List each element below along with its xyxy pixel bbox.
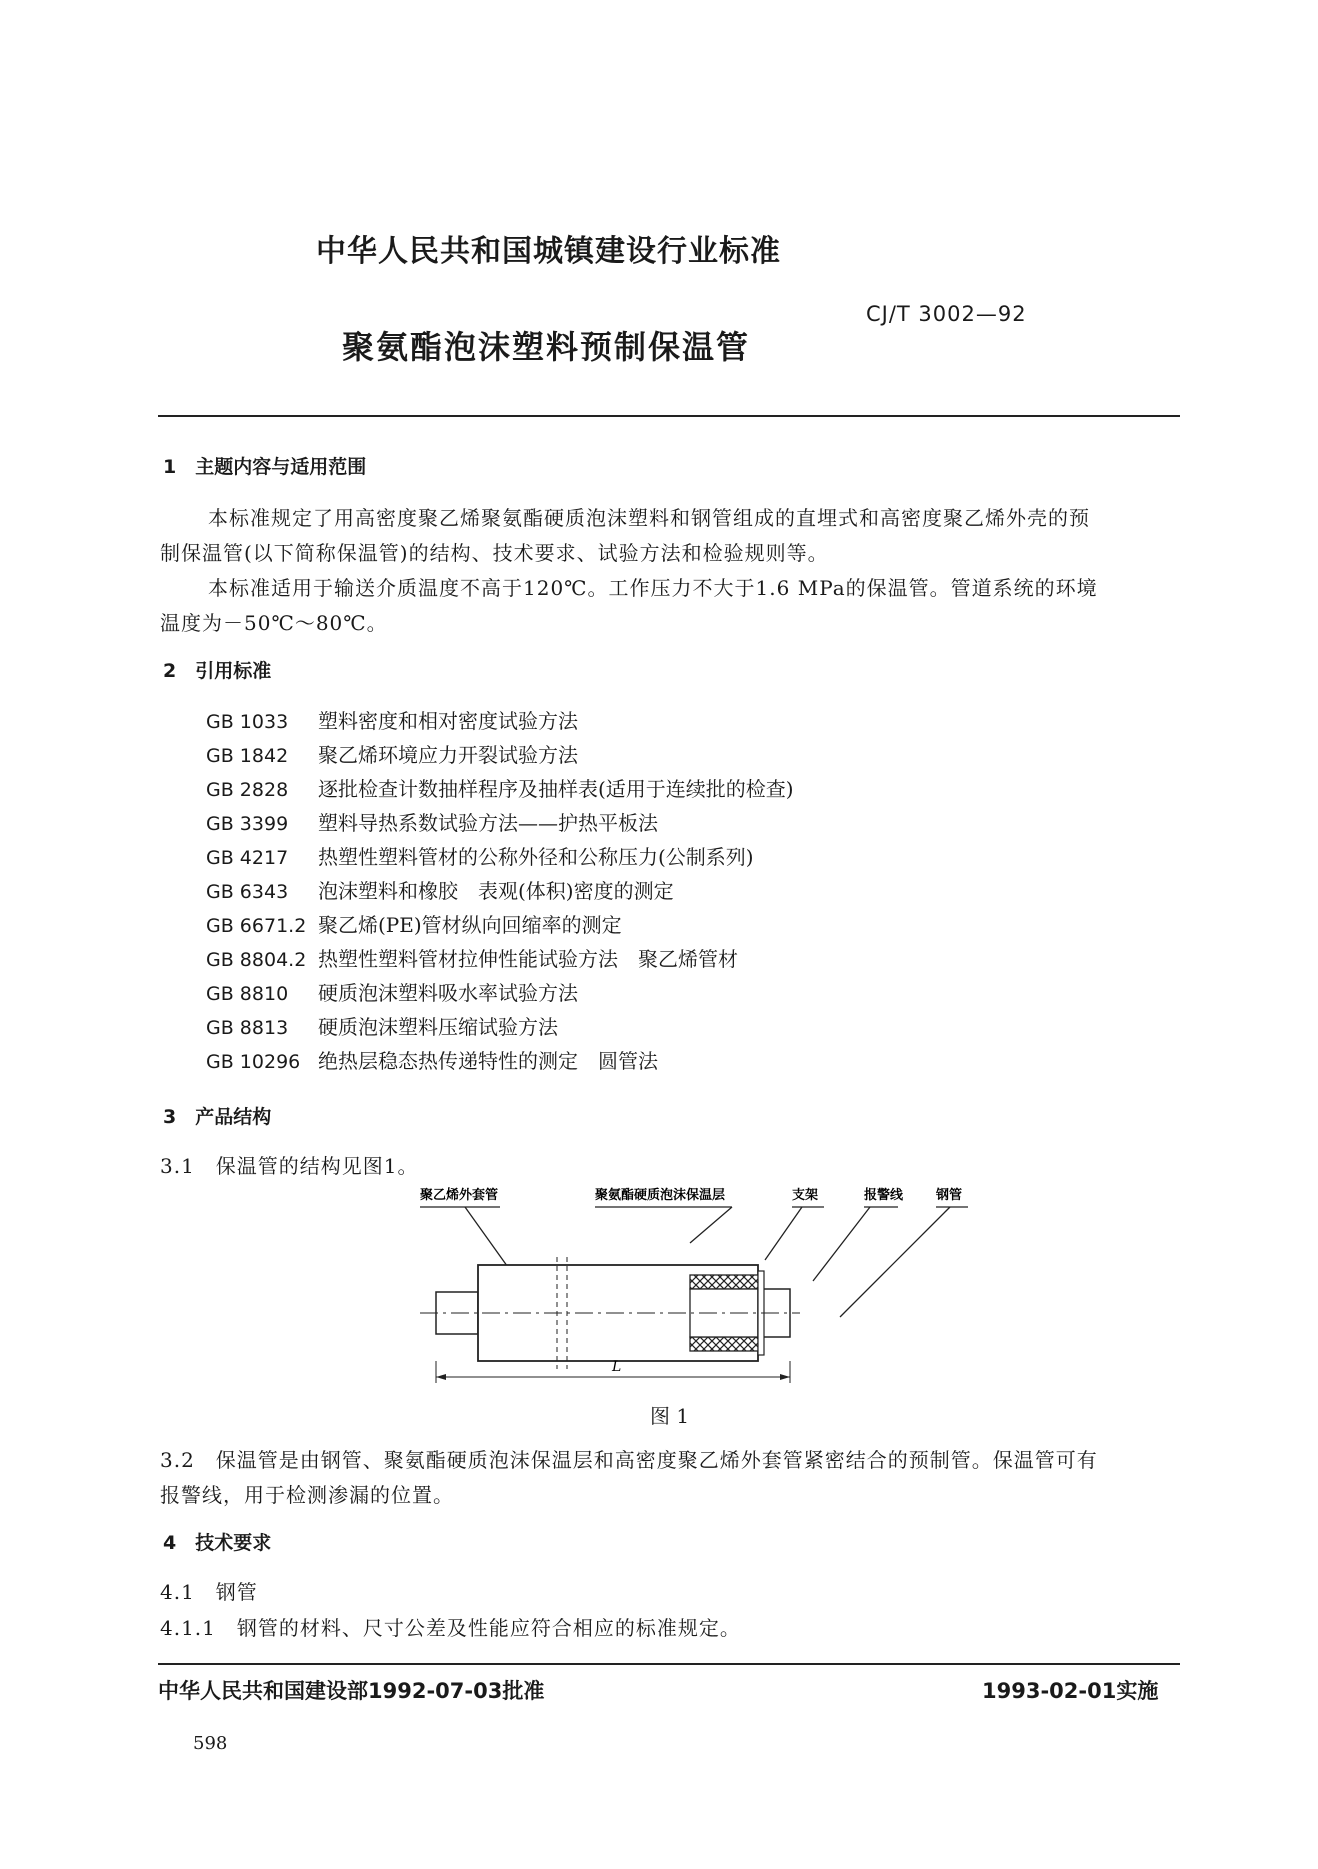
reference-item — [206, 909, 622, 938]
section-1-heading: 1 主题内容与适用范围 — [163, 456, 367, 478]
section-3-2-line-1: 3.2 保温管是由钢管、聚氨酯硬质泡沫保温层和高密度聚乙烯外套管紧密结合的预制管。保温管可有 — [160, 1448, 1098, 1472]
reference-item — [206, 739, 578, 768]
reference-code: GB 1842 — [206, 745, 289, 767]
outer-casing-label: 聚乙烯外套管 — [420, 1188, 499, 1203]
reference-item — [206, 875, 674, 904]
section-3-1: 3.1 保温管的结构见图1。 — [160, 1154, 419, 1178]
reference-item — [206, 1011, 558, 1040]
reference-item — [206, 943, 738, 972]
reference-item — [206, 841, 754, 870]
reference-item — [206, 1045, 658, 1074]
reference-title: 硬质泡沫塑料吸水率试验方法 — [318, 981, 578, 1005]
reference-title: 聚乙烯(PE)管材纵向回缩率的测定 — [318, 913, 622, 937]
reference-title: 塑料导热系数试验方法——护热平板法 — [318, 811, 658, 835]
footer-divider — [158, 1663, 1180, 1665]
pipe-structure-figure — [420, 1185, 1000, 1395]
reference-code: GB 4217 — [206, 847, 289, 869]
reference-item — [206, 807, 658, 836]
reference-code: GB 2828 — [206, 779, 289, 801]
support-label: 支架 — [792, 1188, 819, 1203]
foam-layer-top — [690, 1275, 758, 1289]
reference-title: 硬质泡沫塑料压缩试验方法 — [318, 1015, 558, 1039]
header-divider — [158, 415, 1180, 417]
section-3-2-line-2: 报警线，用于检测渗漏的位置。 — [160, 1483, 454, 1507]
document-title: 聚氨酯泡沫塑料预制保温管 — [342, 328, 751, 366]
reference-title: 绝热层稳态热传递特性的测定 圆管法 — [318, 1049, 658, 1073]
reference-item — [206, 705, 578, 734]
reference-code: GB 8810 — [206, 983, 289, 1005]
section-1-paragraph-1-line-2: 制保温管(以下简称保温管)的结构、技术要求、试验方法和检验规则等。 — [160, 541, 829, 565]
reference-code: GB 6343 — [206, 881, 289, 903]
section-4-1-1: 4.1.1 钢管的材料、尺寸公差及性能应符合相应的标准规定。 — [160, 1616, 741, 1640]
reference-title: 热塑性塑料管材的公称外径和公称压力(公制系列) — [318, 845, 754, 869]
section-3-heading: 3 产品结构 — [163, 1106, 272, 1128]
reference-title: 热塑性塑料管材拉伸性能试验方法 聚乙烯管材 — [318, 947, 738, 971]
alarm-wire-label: 报警线 — [864, 1188, 904, 1203]
reference-item — [206, 773, 794, 802]
reference-code: GB 8813 — [206, 1017, 289, 1039]
reference-title: 逐批检查计数抽样程序及抽样表(适用于连续批的检查) — [318, 777, 794, 801]
section-1-paragraph-2-line-1: 本标准适用于输送介质温度不高于120℃。工作压力不大于1.6 MPa的保温管。管道系统的环境 — [208, 576, 1098, 600]
reference-code: GB 10296 — [206, 1051, 301, 1073]
foam-layer-bottom — [690, 1337, 758, 1351]
section-4-heading: 4 技术要求 — [163, 1532, 272, 1554]
dimension-arrow-right — [780, 1374, 790, 1380]
section-4-1: 4.1 钢管 — [160, 1580, 258, 1604]
figure-caption: 图 1 — [650, 1404, 690, 1428]
reference-code: GB 8804.2 — [206, 949, 307, 971]
dimension-arrow-left — [436, 1374, 446, 1380]
reference-code: GB 1033 — [206, 711, 289, 733]
steel-pipe-label: 钢管 — [936, 1188, 963, 1203]
foam-layer-label: 聚氨酯硬质泡沫保温层 — [595, 1188, 726, 1203]
section-1-paragraph-1-line-1: 本标准规定了用高密度聚乙烯聚氨酯硬质泡沫塑料和钢管组成的直埋式和高密度聚乙烯外壳的预 — [208, 506, 1090, 530]
document-code: CJ/T 3002—92 — [866, 302, 1027, 326]
reference-item — [206, 977, 578, 1006]
reference-title: 聚乙烯环境应力开裂试验方法 — [318, 743, 578, 767]
reference-code: GB 3399 — [206, 813, 289, 835]
reference-code: GB 6671.2 — [206, 915, 307, 937]
reference-title: 泡沫塑料和橡胶 表观(体积)密度的测定 — [318, 879, 674, 903]
page-number: 598 — [193, 1733, 228, 1754]
standard-category-title: 中华人民共和国城镇建设行业标准 — [316, 234, 781, 269]
section-1-paragraph-2-line-2: 温度为－50℃～80℃。 — [160, 611, 388, 635]
effective-date: 1993-02-01实施 — [982, 1679, 1159, 1703]
section-2-heading: 2 引用标准 — [163, 660, 272, 682]
length-label: L — [612, 1359, 622, 1375]
approval-note: 中华人民共和国建设部1992-07-03批准 — [158, 1679, 545, 1703]
reference-title: 塑料密度和相对密度试验方法 — [318, 709, 578, 733]
